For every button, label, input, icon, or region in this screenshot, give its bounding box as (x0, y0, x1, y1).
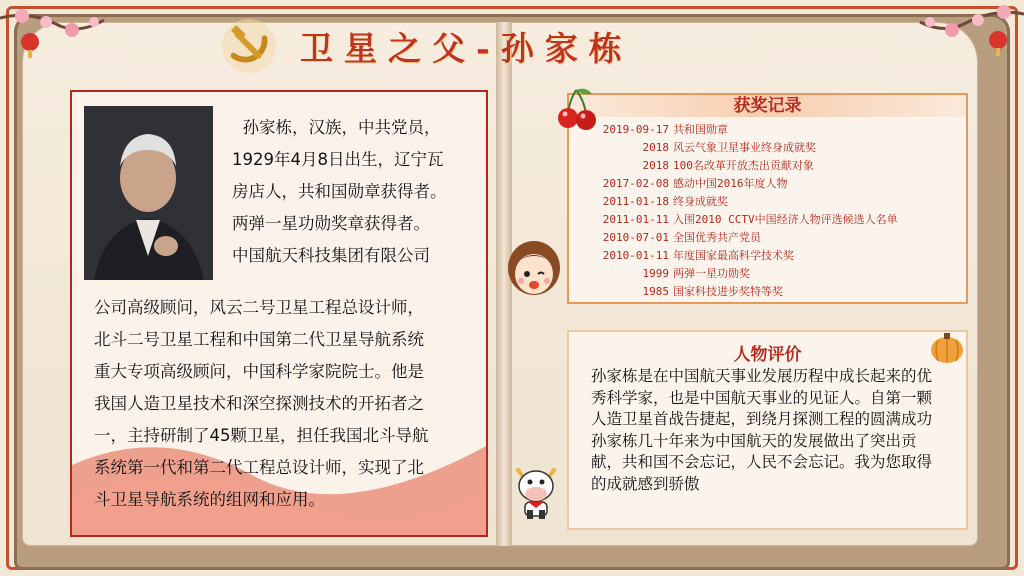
award-name: 国家科技进步奖特等奖 (673, 285, 783, 298)
awards-title: 获奖记录 (569, 95, 966, 117)
bio-line: 系统第一代和第二代工程总设计师，实现了北 (94, 458, 424, 477)
bio-line: 重大专项高级顾问，中国科学家院院士。他是 (94, 362, 424, 381)
list-item (569, 211, 966, 229)
portrait-photo (84, 106, 213, 280)
list-item (569, 175, 966, 193)
bio-line: 我国人造卫星技术和深空探测技术的开拓者之 (94, 394, 424, 413)
award-name: 100名改革开放杰出贡献对象 (673, 159, 814, 172)
bio-text-top (232, 112, 478, 272)
award-name: 年度国家最高科学技术奖 (673, 249, 794, 262)
review-title: 人物评价 (733, 345, 802, 365)
bio-line: 孙家栋，汉族，中共党员， (232, 118, 441, 137)
award-date: 1999 (642, 267, 669, 280)
list-item (569, 283, 966, 301)
list-item (569, 139, 966, 157)
bio-line: 公司高级顾问，风云二号卫星工程总设计师， (94, 298, 424, 317)
award-date: 2011-01-11 (602, 213, 669, 226)
bio-line: 北斗二号卫星工程和中国第二代卫星导航系统 (94, 330, 424, 349)
bio-text-bottom (94, 292, 484, 516)
award-name: 风云气象卫星事业终身成就奖 (673, 141, 816, 154)
hammer-sickle-icon (220, 17, 278, 75)
list-item (569, 121, 966, 139)
awards-panel (567, 93, 968, 304)
award-date: 2010-01-11 (602, 249, 669, 262)
award-name: 共和国勋章 (673, 123, 728, 136)
bio-line: 1929年4月8日出生，辽宁瓦 (232, 150, 444, 169)
award-date: 2017-02-08 (602, 177, 669, 190)
award-name: 两弹一星功勋奖 (673, 267, 750, 280)
bio-panel (70, 90, 488, 537)
list-item (569, 247, 966, 265)
plum-blossom-icon (914, 0, 1024, 60)
list-item (569, 193, 966, 211)
review-text: 孙家栋是在中国航天事业发展历程中成长起来的优秀科学家，也是中国航天事业的见证人。自第一颗人造卫星首战告捷起，到绕月探测工程的圆满成功孙家栋几十年来为中国航天的发展做出了突出贡献，共和国不会忘记，人民不会忘记。我为您取得的成就感到骄傲 (591, 367, 933, 493)
award-name: 感动中国2016年度人物 (673, 177, 788, 190)
award-name: 终身成就奖 (673, 195, 728, 208)
list-item (569, 157, 966, 175)
award-date: 2018 (642, 141, 669, 154)
bio-line: 中国航天科技集团有限公司 (232, 246, 430, 265)
cherry-icon (556, 86, 598, 132)
list-item (569, 229, 966, 247)
page-title: 卫星之父-孙家栋 (300, 28, 633, 68)
girl-mascot-icon (505, 238, 563, 300)
bio-line: 一，主持研制了45颗卫星，担任我国北斗导航 (94, 426, 429, 445)
lantern-decoration-icon (928, 330, 966, 366)
award-date: 2010-07-01 (602, 231, 669, 244)
awards-list (569, 121, 966, 301)
review-panel (567, 330, 968, 530)
header (220, 16, 633, 76)
cow-mascot-icon (510, 460, 562, 522)
plum-blossom-icon (0, 0, 110, 60)
bio-line: 房店人，共和国勋章获得者。 (232, 182, 447, 201)
award-name: 全国优秀共产党员 (673, 231, 761, 244)
list-item (569, 265, 966, 283)
award-date: 2019-09-17 (602, 123, 669, 136)
award-date: 1985 (642, 285, 669, 298)
bio-line: 斗卫星导航系统的组网和应用。 (94, 490, 325, 509)
bio-line: 两弹一星功勋奖章获得者。 (232, 214, 430, 233)
award-date: 2011-01-18 (602, 195, 669, 208)
award-date: 2018 (642, 159, 669, 172)
award-name: 入围2010 CCTV中国经济人物评选候选人名单 (673, 213, 898, 226)
